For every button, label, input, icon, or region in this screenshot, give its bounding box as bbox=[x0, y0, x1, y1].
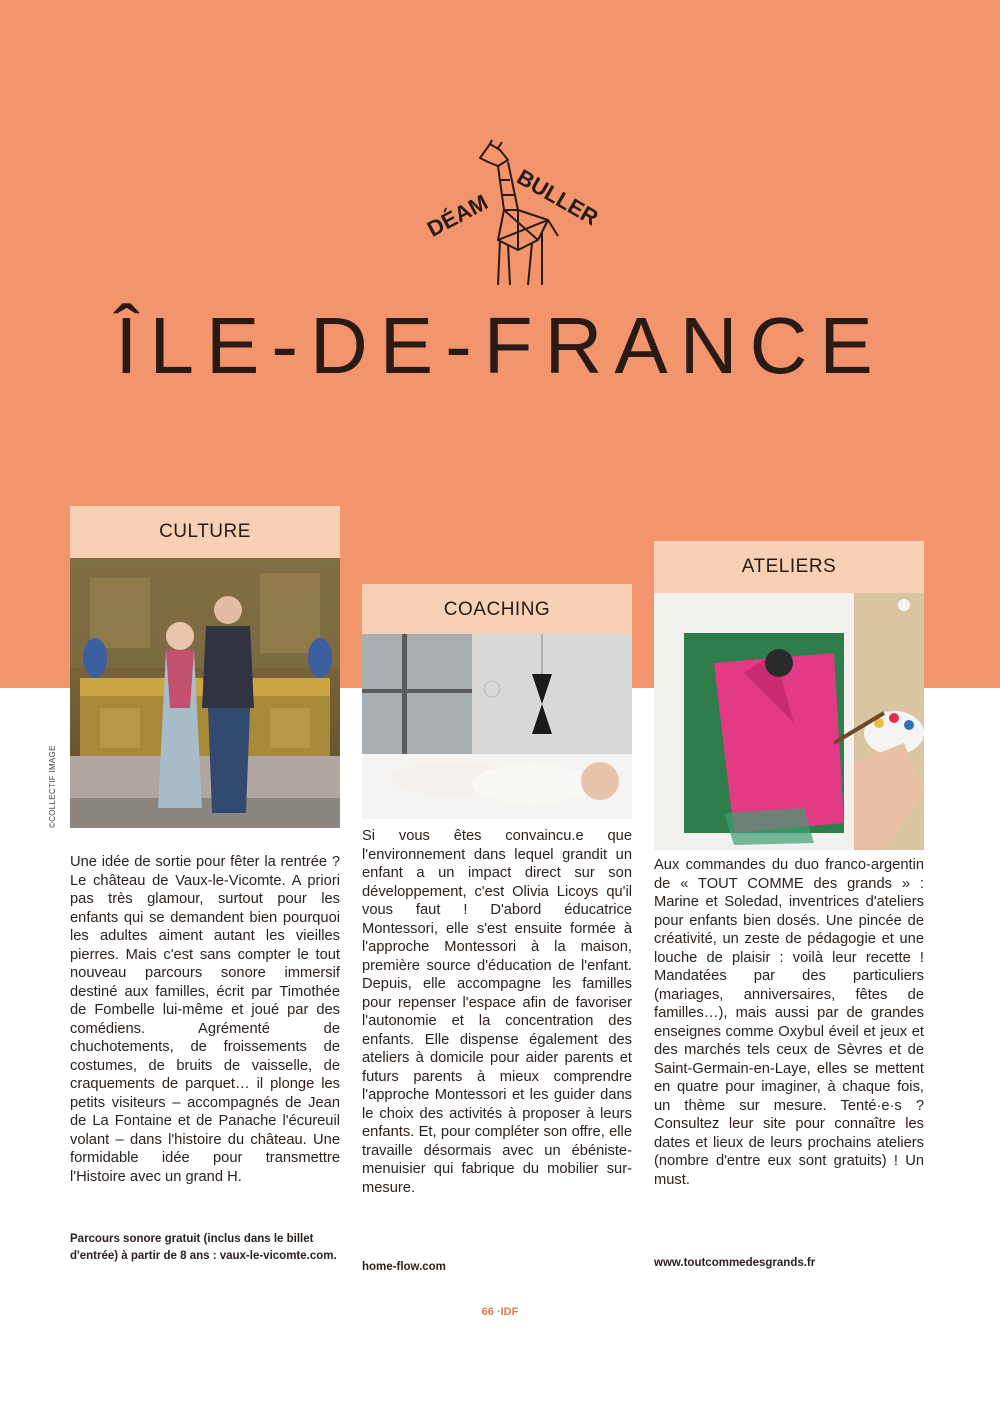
ateliers-body: Aux commandes du duo franco-argentin de « TOUT COMME des grands » : Marine et Soledad, inventrices d'ateliers pour enfants bien dosés. Une pincée de créativité, un zeste de pédagogie et une louche de plaisir : voilà leur recette ! Mandatées par des particuliers (mariages, anniversaires, fêtes de familles…), mais aussi par de grandes enseignes comme Oxybul éveil et jeux et des marchés tels ceux de Sèvres et de Saint-Germain-en-Laye, elles se mettent en quatre pour imaginer, à chaque fois, un thème sur mesure. Tenté·e·s ? Consultez leur site pour connaître les dates et lieux de leurs prochains ateliers (nombre d'entre eux sont gratuits) ! Un must. bbox=[654, 857, 924, 1188]
coaching-info: home-flow.com bbox=[362, 1261, 446, 1273]
ateliers-info: www.toutcommedesgrands.fr bbox=[654, 1257, 816, 1269]
ateliers-header: ATELIERS bbox=[654, 541, 924, 593]
giraffe-logo-icon bbox=[418, 140, 603, 290]
culture-info: Parcours sonore gratuit (inclus dans le billet d'entrée) à partir de 8 ans : vaux-le-vicomte.com. bbox=[70, 1233, 337, 1262]
coaching-photo bbox=[362, 634, 632, 819]
page-number: 66 ·IDF bbox=[481, 1306, 519, 1318]
logo-text-right: BULLER bbox=[512, 164, 603, 231]
culture-body: Une idée de sortie pour fêter la rentrée ? Le château de Vaux-le-Vicomte. A priori pas très glamour, surtout pour les enfants qui se demandent bien pourquoi les adultes aiment autant les vieilles pierres. Mais c'est sans compter le tout nouveau parcours sonore immersif destiné aux familles, écrit par Timothée de Fombelle lui-même et joué par des comédiens. Agrémenté de chuchotements, de froissements de costumes, de bruits de vaisselle, de craquements de parquet… il plonge les petits visiteurs – accompagnés de Jean de La Fontaine et de Panache l'écureuil volant – dans l'histoire du château. Une formidable idée pour transmettre l'Histoire avec un grand H. bbox=[70, 854, 340, 1185]
culture-header: CULTURE bbox=[70, 506, 340, 558]
culture-photo bbox=[70, 558, 340, 828]
coaching-header: COACHING bbox=[362, 584, 632, 634]
page-title: ÎLE-DE-FRANCE bbox=[115, 301, 885, 390]
logo-text-left: DÉAM bbox=[422, 189, 492, 242]
photo-credit: ©COLLECTIF IMAGE bbox=[48, 745, 57, 828]
coaching-body: Si vous êtes convaincu.e que l'environnement dans lequel grandit un enfant a un impact direct sur son développement, c'est Olivia Licoys qu'il vous faut ! D'abord éducatrice Montessori, elle s'est ensuite formée à l'approche Montessori à la maison, première source d'éducation de l'enfant. Depuis, elle accompagne les familles pour repenser l'espace afin de favoriser l'autonomie et la concentration des enfants. Elle dispense également des ateliers à domicile pour aider parents et futurs parents à mieux comprendre l'approche Montessori et les guider dans le choix des activités à proposer à leurs enfants. Et, pour compléter son offre, elle travaille désormais avec un ébéniste-menuisier qui fabrique du mobilier sur-mesure. bbox=[362, 828, 632, 1196]
ateliers-photo bbox=[654, 593, 924, 850]
